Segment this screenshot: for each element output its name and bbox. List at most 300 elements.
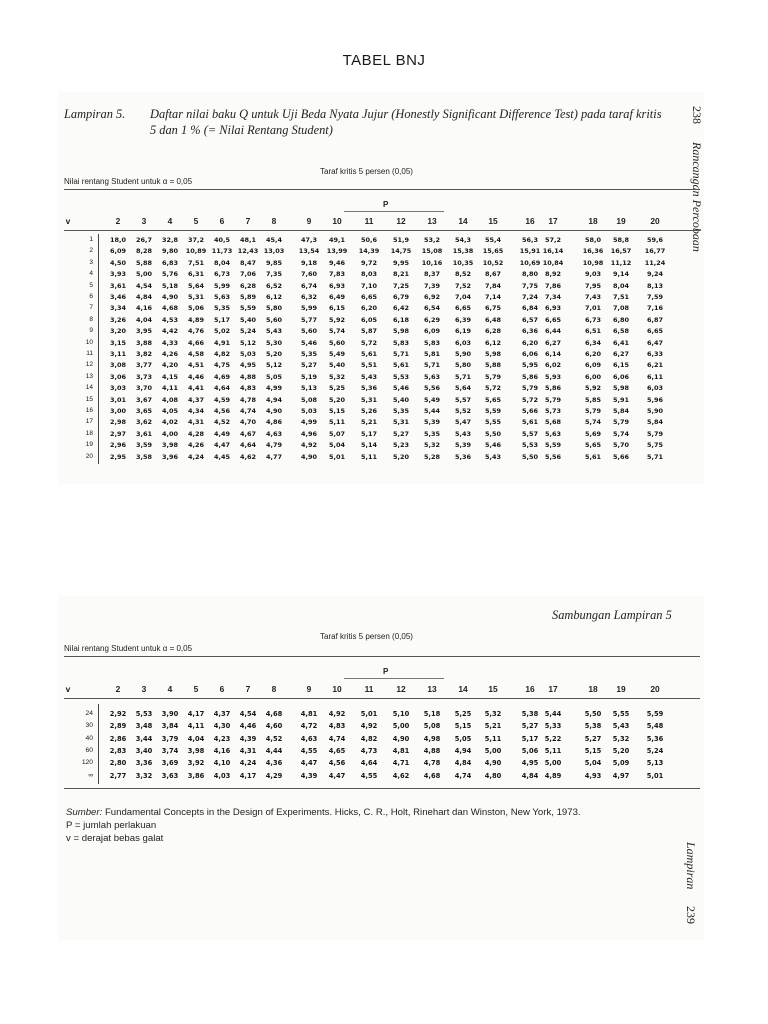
q-value-cell: 5,13	[300, 384, 318, 393]
q-value-cell: 8,92	[544, 270, 562, 279]
q-value-cell: 3,15	[109, 338, 127, 347]
q-value-cell: 4,90	[300, 452, 318, 461]
q-value-cell: 5,23	[392, 441, 410, 450]
table-row	[58, 316, 698, 325]
q-value-cell: 5,35	[423, 429, 441, 438]
v-cell: 13	[85, 372, 93, 380]
table-row	[58, 270, 698, 279]
side-page-number: 239	[684, 906, 698, 924]
q-value-cell: 6,36	[521, 327, 539, 336]
q-value-cell: 3,26	[109, 315, 127, 324]
q-value-cell: 4,90	[265, 407, 283, 415]
q-value-cell: 5,71	[454, 372, 472, 381]
p-header-19: 19	[616, 216, 626, 226]
q-value-cell: 5,65	[584, 441, 602, 450]
q-value-cell: 4,72	[300, 722, 318, 731]
q-value-cell: 3,65	[135, 407, 153, 415]
q-value-cell: 6,06	[521, 350, 539, 358]
q-value-cell: 7,59	[646, 293, 664, 301]
p-label: P	[383, 667, 389, 676]
q-value-cell: 5,96	[646, 395, 664, 404]
q-value-cell: 7,83	[328, 270, 346, 279]
v-cell: 18	[85, 429, 93, 437]
q-value-cell: 4,74	[328, 734, 346, 743]
q-value-cell: 5,83	[423, 338, 441, 347]
alpha-label: Nilai rentang Student untuk α = 0,05	[64, 177, 193, 186]
table-row	[58, 759, 698, 769]
q-value-cell: 8,47	[239, 258, 257, 267]
q-value-cell: 10,69	[519, 258, 541, 267]
q-value-cell: 15,08	[421, 247, 443, 256]
q-value-cell: 2,96	[109, 441, 127, 450]
q-value-cell: 3,40	[135, 746, 153, 755]
v-cell: 1	[89, 236, 93, 243]
side-book-title: Lampiran	[684, 842, 698, 890]
q-value-cell: 3,03	[109, 384, 127, 393]
q-value-cell: 5,79	[646, 429, 664, 438]
v-cell: 17	[85, 418, 93, 426]
v-cell: ∞	[88, 771, 93, 779]
q-value-cell: 6,20	[521, 338, 539, 347]
q-value-cell: 16,36	[582, 247, 604, 256]
q-value-cell: 5,55	[484, 418, 502, 427]
q-value-cell: 49,1	[328, 236, 346, 244]
table-row	[58, 282, 698, 291]
q-value-cell: 5,38	[521, 710, 539, 718]
q-value-cell: 5,43	[454, 429, 472, 438]
p-header-19: 19	[616, 684, 626, 694]
q-value-cell: 4,99	[300, 418, 318, 427]
q-value-cell: 3,08	[109, 361, 127, 370]
q-value-cell: 59,6	[646, 236, 664, 244]
q-value-cell: 6,87	[646, 315, 664, 324]
q-value-cell: 37,2	[187, 236, 205, 244]
caption-text: Daftar nilai baku Q untuk Uji Beda Nyata Jujur (Honestly Significant Difference Test) pada taraf kritis 5 dan 1 % (= Nilai Rentang Student)	[150, 107, 662, 137]
q-value-cell: 6,28	[239, 281, 257, 290]
q-value-cell: 5,06	[521, 746, 539, 755]
q-value-cell: 4,29	[265, 771, 283, 780]
q-value-cell: 4,33	[161, 338, 179, 347]
q-value-cell: 5,25	[328, 384, 346, 393]
v-cell: 16	[85, 407, 93, 414]
q-value-cell: 5,60	[265, 315, 283, 324]
q-value-cell: 4,64	[213, 384, 231, 393]
q-value-cell: 6,48	[484, 315, 502, 324]
q-value-cell: 8,04	[612, 281, 630, 290]
q-value-cell: 4,58	[187, 350, 205, 358]
q-value-cell: 5,83	[392, 338, 410, 347]
q-value-cell: 4,17	[187, 710, 205, 718]
q-value-cell: 8,80	[521, 270, 539, 279]
q-value-cell: 7,08	[612, 304, 630, 313]
q-value-cell: 4,53	[161, 315, 179, 324]
q-value-cell: 5,01	[328, 452, 346, 461]
q-value-cell: 5,79	[521, 384, 539, 393]
v-header: v	[65, 684, 71, 694]
q-value-cell: 5,00	[484, 746, 502, 755]
v-cell: 9	[89, 327, 93, 335]
q-value-cell: 9,24	[646, 270, 664, 279]
q-value-cell: 6,09	[423, 327, 441, 336]
q-value-cell: 4,89	[544, 771, 562, 780]
q-value-cell: 32,8	[161, 236, 179, 244]
q-value-cell: 5,12	[239, 338, 257, 347]
q-value-cell: 16,77	[644, 247, 666, 256]
q-value-cell: 5,60	[328, 338, 346, 347]
q-value-cell: 4,28	[187, 429, 205, 438]
q-value-cell: 4,05	[161, 407, 179, 415]
q-value-cell: 3,58	[135, 452, 153, 461]
q-value-cell: 4,77	[265, 452, 283, 461]
q-value-cell: 8,13	[646, 281, 664, 290]
q-value-cell: 4,74	[239, 407, 257, 415]
q-value-cell: 6,79	[392, 293, 410, 301]
p-header-3: 3	[141, 216, 147, 226]
q-value-cell: 5,43	[612, 722, 630, 731]
q-value-cell: 3,98	[161, 441, 179, 450]
q-value-cell: 3,98	[187, 746, 205, 755]
q-value-cell: 4,82	[213, 350, 231, 358]
q-value-cell: 3,82	[135, 350, 153, 358]
q-value-cell: 4,47	[213, 441, 231, 450]
q-value-cell: 7,43	[584, 293, 602, 301]
q-value-cell: 4,49	[213, 429, 231, 438]
table-row	[58, 735, 698, 745]
p-header-4: 4	[167, 216, 173, 226]
q-value-cell: 9,72	[360, 258, 378, 267]
q-value-cell: 9,95	[392, 258, 410, 267]
q-value-cell: 54,3	[454, 236, 472, 244]
taraf-kritis-label: Taraf kritis 5 persen (0,05)	[320, 167, 413, 176]
q-value-cell: 4,39	[239, 734, 257, 743]
q-value-cell: 18,0	[109, 236, 127, 244]
q-value-cell: 5,93	[544, 372, 562, 381]
q-value-cell: 5,08	[423, 722, 441, 731]
q-value-cell: 7,35	[265, 270, 283, 279]
table-row	[58, 373, 698, 382]
q-value-cell: 10,16	[421, 258, 443, 267]
q-value-cell: 45,4	[265, 236, 283, 244]
q-value-cell: 5,20	[328, 395, 346, 404]
q-value-cell: 5,27	[392, 429, 410, 438]
q-value-cell: 5,98	[612, 384, 630, 393]
q-value-cell: 6,19	[454, 327, 472, 336]
column-header-row	[58, 216, 698, 228]
q-value-cell: 5,61	[360, 350, 378, 358]
q-value-cell: 4,45	[213, 452, 231, 461]
q-value-cell: 4,83	[328, 722, 346, 731]
q-value-cell: 4,68	[423, 771, 441, 780]
q-value-cell: 9,14	[612, 270, 630, 279]
q-value-cell: 7,25	[392, 281, 410, 290]
p-header-11: 11	[364, 684, 374, 694]
q-value-cell: 5,53	[135, 710, 153, 718]
top-scan-page	[58, 92, 704, 484]
v-cell: 3	[89, 258, 93, 266]
q-value-cell: 15,91	[519, 247, 541, 256]
q-value-cell: 4,59	[213, 395, 231, 404]
q-value-cell: 55,4	[484, 236, 502, 244]
q-value-cell: 5,75	[646, 441, 664, 450]
q-value-cell: 5,09	[612, 759, 630, 768]
table-row	[58, 259, 698, 268]
q-value-cell: 9,03	[584, 270, 602, 279]
table-row	[58, 418, 698, 427]
q-value-cell: 4,99	[265, 384, 283, 393]
q-value-cell: 7,16	[646, 304, 664, 313]
p-header-7: 7	[245, 684, 251, 694]
q-value-cell: 6,57	[521, 315, 539, 324]
q-value-cell: 4,24	[239, 759, 257, 768]
q-value-cell: 5,47	[454, 418, 472, 427]
q-value-cell: 5,57	[454, 395, 472, 404]
q-value-cell: 5,01	[646, 771, 664, 780]
q-value-cell: 7,75	[521, 281, 539, 290]
q-value-cell: 6,92	[423, 293, 441, 301]
q-value-cell: 5,74	[612, 429, 630, 438]
q-value-cell: 4,11	[187, 722, 205, 731]
q-value-cell: 5,65	[484, 395, 502, 404]
p-header-15: 15	[488, 216, 498, 226]
q-value-cell: 6,73	[584, 315, 602, 324]
q-value-cell: 5,44	[423, 407, 441, 415]
q-value-cell: 4,65	[328, 746, 346, 755]
q-value-cell: 5,07	[328, 429, 346, 438]
q-value-cell: 5,28	[423, 452, 441, 461]
v-cell: 4	[89, 270, 93, 278]
p-header-11: 11	[364, 216, 374, 226]
q-value-cell: 4,95	[239, 361, 257, 370]
q-value-cell: 5,40	[239, 315, 257, 324]
q-value-cell: 5,88	[135, 258, 153, 267]
q-value-cell: 5,35	[213, 304, 231, 313]
q-value-cell: 4,55	[360, 771, 378, 780]
q-value-cell: 3,73	[135, 372, 153, 381]
q-value-cell: 4,37	[187, 395, 205, 404]
v-cell: 8	[89, 315, 93, 323]
q-value-cell: 5,31	[360, 395, 378, 404]
q-value-cell: 6,31	[187, 270, 205, 279]
q-value-cell: 4,50	[109, 258, 127, 267]
q-value-cell: 4,26	[187, 441, 205, 450]
q-value-cell: 5,50	[584, 710, 602, 718]
q-value-cell: 5,38	[584, 722, 602, 731]
q-value-cell: 4,64	[239, 441, 257, 450]
q-value-cell: 4,84	[135, 293, 153, 301]
q-value-cell: 5,88	[484, 361, 502, 370]
q-value-cell: 6,05	[360, 315, 378, 324]
source-label: Sumber:	[66, 807, 103, 818]
q-value-cell: 7,52	[454, 281, 472, 290]
q-value-cell: 5,27	[300, 361, 318, 370]
q-value-cell: 5,52	[454, 407, 472, 415]
q-value-cell: 2,95	[109, 452, 127, 461]
q-value-cell: 6,65	[646, 327, 664, 336]
p-header-14: 14	[458, 684, 468, 694]
q-value-cell: 4,15	[161, 372, 179, 381]
q-value-cell: 4,10	[213, 759, 231, 768]
q-value-cell: 4,52	[213, 418, 231, 427]
q-value-cell: 7,04	[454, 293, 472, 301]
q-value-cell: 5,46	[300, 338, 318, 347]
q-value-cell: 5,15	[584, 746, 602, 755]
q-value-cell: 4,88	[239, 372, 257, 381]
q-value-cell: 58,0	[584, 236, 602, 244]
q-value-cell: 4,78	[239, 395, 257, 404]
q-value-cell: 2,83	[109, 746, 127, 755]
v-cell: 5	[89, 281, 93, 289]
q-value-cell: 5,64	[454, 384, 472, 393]
q-value-cell: 4,60	[265, 722, 283, 731]
p-header-8: 8	[271, 216, 277, 226]
q-value-cell: 4,36	[265, 759, 283, 768]
q-value-cell: 4,89	[187, 315, 205, 324]
p-header-4: 4	[167, 684, 173, 694]
q-value-cell: 2,89	[109, 722, 127, 731]
q-value-cell: 4,66	[187, 338, 205, 347]
q-value-cell: 6,73	[213, 270, 231, 279]
v-cell: 15	[85, 395, 93, 403]
q-value-cell: 6,42	[392, 304, 410, 313]
q-value-cell: 3,01	[109, 395, 127, 404]
q-value-cell: 2,98	[109, 418, 127, 427]
q-value-cell: 4,92	[328, 710, 346, 718]
q-value-cell: 4,52	[265, 734, 283, 743]
q-value-cell: 5,63	[423, 372, 441, 381]
q-value-cell: 4,70	[239, 418, 257, 427]
q-value-cell: 5,00	[392, 722, 410, 731]
q-value-cell: 5,77	[300, 315, 318, 324]
p-label: P	[383, 200, 389, 209]
q-value-cell: 4,02	[161, 418, 179, 427]
q-value-cell: 16,14	[542, 247, 564, 256]
q-value-cell: 4,69	[213, 372, 231, 381]
q-value-cell: 4,81	[300, 710, 318, 718]
q-value-cell: 9,46	[328, 258, 346, 267]
q-value-cell: 4,44	[265, 746, 283, 755]
q-value-cell: 5,18	[161, 281, 179, 290]
q-value-cell: 5,73	[544, 407, 562, 415]
q-value-cell: 5,11	[360, 452, 378, 461]
q-value-cell: 4,92	[300, 441, 318, 450]
q-value-cell: 3,93	[109, 270, 127, 279]
v-cell: 14	[85, 384, 93, 392]
q-value-cell: 5,92	[584, 384, 602, 393]
q-value-cell: 4,79	[265, 441, 283, 450]
q-value-cell: 13,03	[263, 247, 285, 256]
q-value-cell: 5,56	[544, 452, 562, 461]
q-value-cell: 4,47	[328, 771, 346, 780]
q-value-cell: 2,92	[109, 710, 127, 718]
v-cell: 30	[85, 722, 93, 730]
q-value-cell: 4,83	[239, 384, 257, 393]
p-header-12: 12	[396, 216, 406, 226]
q-value-cell: 5,72	[360, 338, 378, 347]
q-value-cell: 3,92	[187, 759, 205, 768]
q-value-cell: 5,86	[544, 384, 562, 393]
q-value-cell: 4,56	[328, 759, 346, 768]
q-value-cell: 6,12	[265, 293, 283, 301]
q-value-cell: 2,77	[109, 771, 127, 780]
q-value-cell: 5,68	[544, 418, 562, 427]
q-value-cell: 5,92	[328, 315, 346, 324]
q-value-cell: 5,20	[612, 746, 630, 755]
table-row	[58, 453, 698, 462]
q-value-cell: 5,74	[328, 327, 346, 336]
p-header-7: 7	[245, 216, 251, 226]
q-value-cell: 6,28	[484, 327, 502, 336]
p-header-5: 5	[193, 684, 199, 694]
q-value-cell: 9,85	[265, 258, 283, 267]
v-cell: 120	[81, 759, 93, 767]
q-value-cell: 5,31	[187, 293, 205, 301]
q-value-cell: 6,09	[584, 361, 602, 370]
q-value-cell: 5,25	[454, 710, 472, 718]
q-value-cell: 5,71	[392, 350, 410, 358]
q-value-cell: 3,59	[135, 441, 153, 450]
q-value-cell: 6,54	[423, 304, 441, 313]
q-value-cell: 4,00	[161, 429, 179, 438]
q-value-cell: 5,17	[521, 734, 539, 743]
q-value-cell: 7,10	[360, 281, 378, 290]
taraf-kritis-label: Taraf kritis 5 persen (0,05)	[320, 632, 413, 641]
q-value-cell: 6,27	[544, 338, 562, 347]
page-title: TABEL BNJ	[342, 52, 426, 69]
q-value-cell: 51,9	[392, 236, 410, 244]
q-value-cell: 5,43	[265, 327, 283, 336]
q-value-cell: 5,03	[300, 407, 318, 415]
q-value-cell: 4,64	[360, 759, 378, 768]
q-value-cell: 5,63	[213, 293, 231, 301]
source-text: Fundamental Concepts in the Design of Experiments. Hicks, C. R., Holt, Rinehart dan Winston, New York, 1973.	[104, 807, 581, 818]
q-value-cell: 6,74	[300, 281, 318, 290]
q-value-cell: 40,5	[213, 236, 231, 244]
q-value-cell: 5,03	[239, 350, 257, 358]
q-value-cell: 6,93	[328, 281, 346, 290]
p-header-2: 2	[115, 684, 121, 694]
q-value-cell: 6,15	[612, 361, 630, 370]
alpha-label: Nilai rentang Student untuk α = 0,05	[64, 644, 193, 653]
q-value-cell: 6,39	[454, 315, 472, 324]
q-value-cell: 6,20	[584, 350, 602, 358]
q-value-cell: 5,74	[584, 418, 602, 427]
q-value-cell: 7,06	[239, 270, 257, 279]
q-value-cell: 5,06	[187, 304, 205, 313]
q-value-cell: 8,21	[392, 270, 410, 279]
q-value-cell: 5,19	[300, 372, 318, 381]
q-value-cell: 6,06	[612, 372, 630, 381]
q-value-cell: 6,34	[584, 338, 602, 347]
q-value-cell: 5,10	[392, 710, 410, 718]
p-header-12: 12	[396, 684, 406, 694]
q-value-cell: 4,17	[239, 771, 257, 780]
legend-p: P = jumlah perlakuan	[66, 820, 157, 831]
q-value-cell: 5,24	[239, 327, 257, 336]
q-value-cell: 4,80	[484, 771, 502, 780]
q-value-cell: 5,55	[612, 710, 630, 718]
q-value-cell: 5,76	[161, 270, 179, 279]
v-cell: 60	[85, 746, 93, 754]
legend-v: v = derajat bebas galat	[66, 833, 164, 844]
q-value-cell: 4,90	[161, 293, 179, 301]
q-value-cell: 4,76	[187, 327, 205, 336]
q-value-cell: 6,49	[328, 293, 346, 301]
q-value-cell: 6,15	[328, 304, 346, 313]
q-value-cell: 5,21	[484, 722, 502, 731]
q-value-cell: 5,13	[646, 759, 664, 768]
q-value-cell: 4,51	[187, 361, 205, 370]
q-value-cell: 4,20	[161, 361, 179, 370]
